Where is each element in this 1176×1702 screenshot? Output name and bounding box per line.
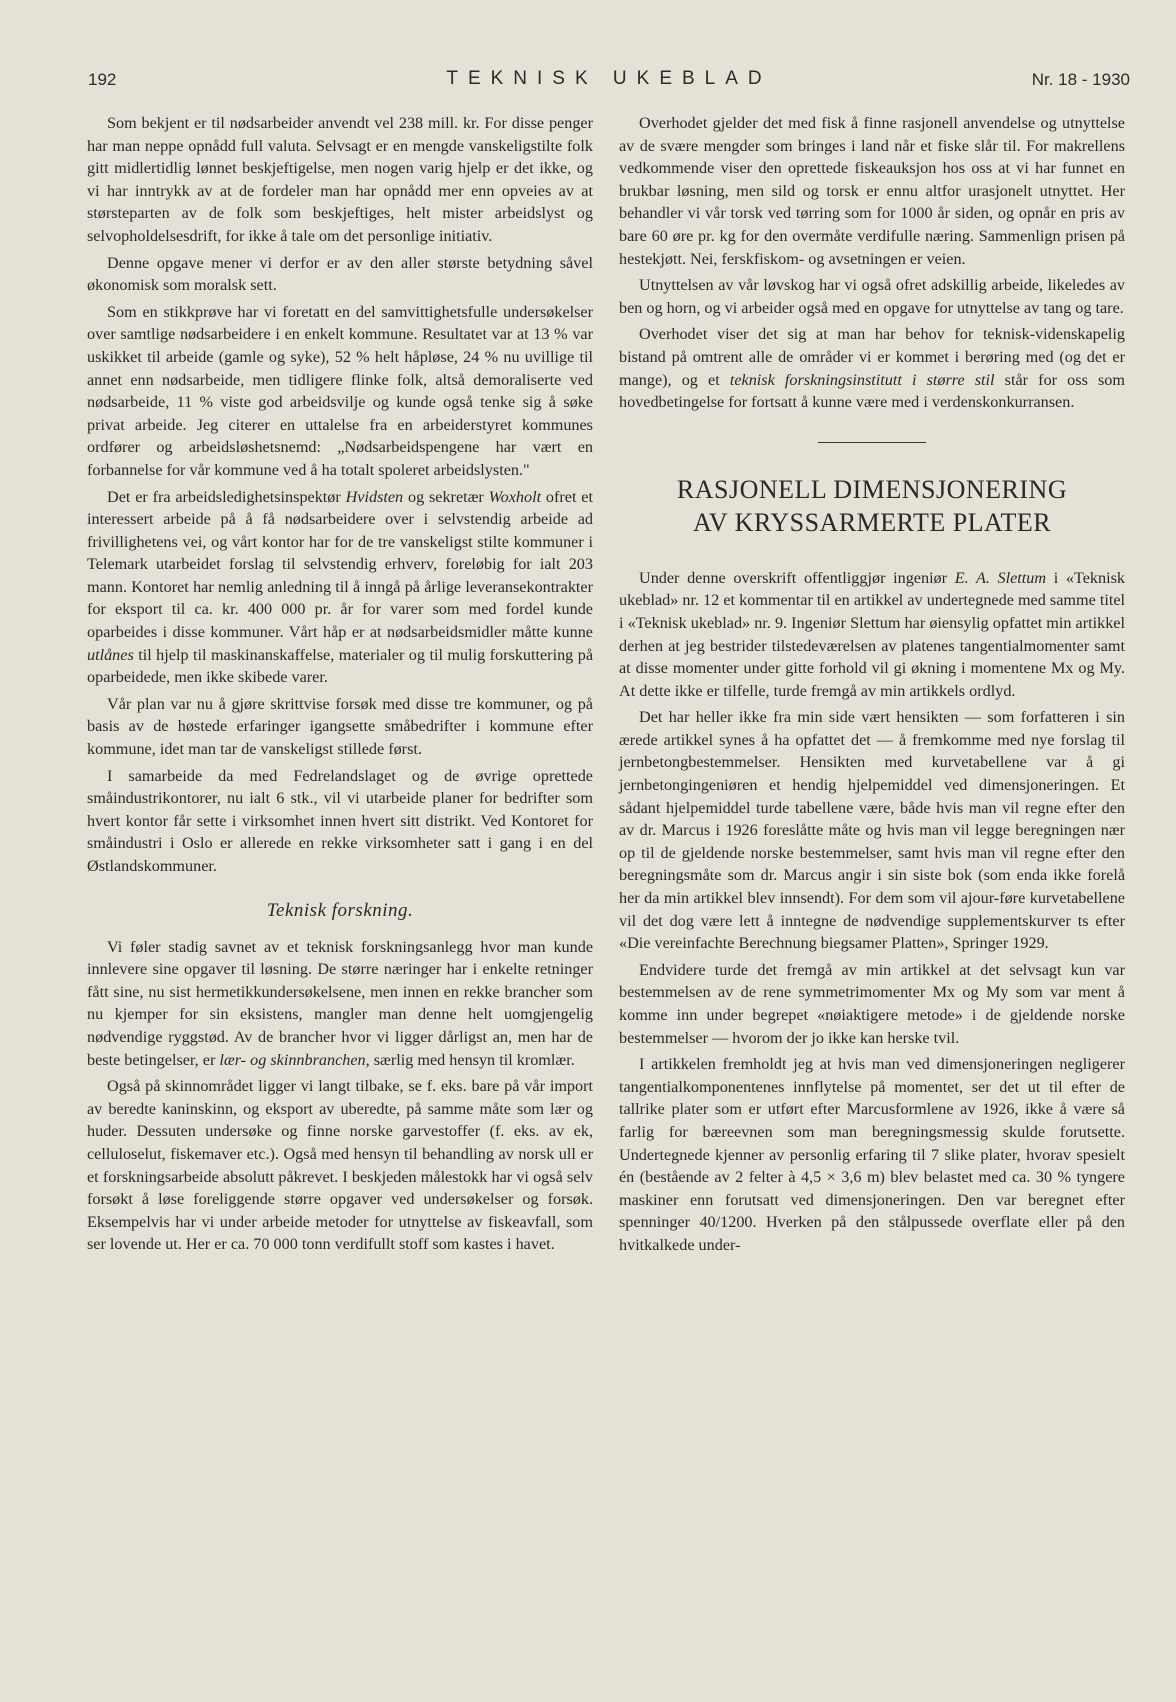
paragraph: Overhodet gjelder det med fisk å finne rasjonell anvendelse og utnyttelse av de svære mengder som bringes i land når et fiske slår til. For makrellens vedkommende viser den oprettede fiskeauksjon hos oss at vi har funnet en brukbar løsning, men sild og torsk er ennu altfor urasjonelt utnyttet. Her behandler vi vår torsk ved tørring som for 1000 år siden, og opnår en pris av bare 60 øre pr. kg for den overmåte verdifulle næring. Sammenlign prisen på hestekjøtt. Nei, ferskfiskom- og avsetningen er veien. [619,114,1125,268]
text-run: Det er fra arbeidsledighetsinspektør [107,487,346,506]
text-run: ofret et interessert arbeide på å få nødsarbeidere over i selvstendig arbeide ad frivillighetens vei, og vårt kontor har for de tre vanskeligst stilte kommuner i Telemark utarbeidet forslag til selvstendig erhverv, foreløbig for ialt 203 mann. Kontoret har nemlig anledning til å inngå på årlige leveransekontrakter for eksport til ca. kr. 400 000 pr. år for varer som med fordel kunde oparbeides i disse kommuner. Vårt håp er at nødsarbeidsmidler måtte kunne [87,487,593,642]
emphasis: teknisk forskningsinstitutt i større stil [729,370,995,389]
paragraph: Vår plan var nu å gjøre skrittvise forsøk med disse tre kommuner, og på basis av de høstede erfaringer igangsette småbedrifter i kommune efter kommune, idet man tar de vanskeligst stillede først. [87,694,593,759]
paragraph: I samarbeide da med Fedrelandslaget og de øvrige oprettede småindustrikontorer, nu ialt 6 stk., vil vi utarbeide planer for bedrifter som hvert kontor får sette i virksomhet innen hvert sitt distrikt. Ved Kontoret for småindustri i Oslo er allerede en rekke virksomheter satt i gang i en del Østlandskommuner. [87,766,593,875]
text-run: Under denne overskrift offentliggjør ingeniør [639,568,955,587]
paragraph [619,567,1125,703]
page-number: 192 [88,70,117,89]
emphasis: lær- og skinnbranchen [219,1050,366,1069]
running-header [88,66,1130,96]
left-column [87,112,593,1256]
text-run: og sekretær [403,487,489,506]
paragraph [87,936,593,1072]
text-run: i «Teknisk ukeblad» nr. 12 et kommentar til en artikkel av undertegnede med samme titel i «Teknisk ukeblad» nr. 9. Ingeniør Slettum har øiensylig opfattet min artikkel derhen at jeg bestrider tilstedeværelsen av platenes tangentialmomenter samt at disse momenter under gitte forhold vil gi økning i momentene Mx og My. At dette ikke er tilfelle, turde fremgå av min artikkels ordlyd. [619,568,1125,700]
emphasis: utlånes [87,645,134,664]
paragraph [87,486,593,689]
right-column [619,112,1125,1257]
text-run: til hjelp til maskinanskaffelse, materialer og til mulig forskuttering på oparbeidede, men ikke skibede varer. [87,645,593,687]
paragraph: I artikkelen fremholdt jeg at hvis man ved dimensjoneringen negligerer tangentialkomponentenes innflytelse på momentet, ser det ut til efter de tallrike plater som er utført efter Marcusformlene av 1926, ikke å være så farlig for bæreevnen som man beregningsmessig skulde forutsette. Undertegnede kjenner av personlig erfaring til 7 slike plater, hvorav spesielt én (bestående av 2 felter à 4,5 × 3,6 m) blev belastet med ca. 30 % tyngere maskiner enn forutsatt ved dimensjoneringen. Den var beregnet efter spenninger 40/1200. Hverken på den stålpussede overflate eller på den hvitkalkede under- [619,1055,1125,1254]
paragraph: Som bekjent er til nødsarbeider anvendt vel 238 mill. kr. For disse penger har man neppe opnådd full valuta. Selvsagt er en mengde vanskeligstilte folk gitt midlertidlig lønnet beskjeftigelse, men nogen varig hjelp er det ikke, og vi har inntrykk av at de fordeler man har opnådd mer enn opveies av at størsteparten av de folk som beskjeftiges, helt mister arbeidslyst og selvopholdelsesdrift, for ikke å tale om det personlige initiativ. [87,114,593,245]
person-name: Woxholt [488,487,542,506]
paragraph: Som en stikkprøve har vi foretatt en del samvittighetsfulle undersøkelser over samtlige nødsarbeidere i en enkelt kommune. Resultatet var at 13 % var uskikket til arbeide (gamle og syke), 52 % helt håpløse, 24 % nu uvillige til annet enn nødsarbeide, men tidligere flinke folk, altså demoraliserte ved nødsarbeide, 11 % viste god arbeidsvilje og kunde også tenke sig å søke privat arbeide. Jeg citerer en uttalelse fra en arbeiderstyret kommunes ordfører og arbeidsløshetsnemd: „Nødsarbeidspengene har vært en forbannelse for vår kommune ved å ha totalt spoleret arbeidslysten." [87,302,593,479]
paragraph: Endvidere turde det fremgå av min artikkel at det selvsagt kun var bestemmelsen av de rene symmetrimomenter Mx og My som var ment å komme inn under begrepet «nøiaktigere metode» i de gjeldende norske bestemmelser — hvorom der jo ikke kan herske tvil. [619,960,1125,1047]
issue-number: Nr. 18 - 1930 [1031,70,1130,89]
author-name: E. A. Slettum [954,568,1047,587]
section-divider [818,442,926,443]
paragraph: Også på skinnområdet ligger vi langt tilbake, se f. eks. bare på vår import av beredte kaninskinn, og eksport av uberedte, på samme måte som lær og huder. Dessuten undersøke og finne norske garvestoffer (f. eks. av ek, celluloselut, fiskemaver etc.). Også med hensyn til behandling av norsk ull er et forskningsarbeide absolutt påkrevet. I beskjeden målestokk har vi også selv forsøkt å løse foreliggende større opgaver ved undersøkelser og forsøk. Eksempelvis har vi under arbeide metoder for utnyttelse av fiskeavfall, som ser lovende ut. Her er ca. 70 000 tonn verdifullt stoff som kastes i havet. [87,1077,593,1254]
text-run: Overhodet viser det sig at man har behov for teknisk-videnskapelig bistand på omtrent alle de områder vi er kommet i berøring med (og det er mange), og et [619,325,1125,389]
article-title [619,473,1125,539]
text-run: står for oss som hovedbetingelse for fortsatt å kunne være med i verdenskonkurransen. [619,370,1125,412]
paragraph: Det har heller ikke fra min side vært hensikten — som forfatteren i sin ærede artikkel synes å ha opfattet det — å fremkomme med nye forslag til jernbetongbestemmelser. Hensikten med kurvetabellene var å gi jernbetongingeniøren et hendig hjelpemiddel ved dimensjoneringen. Et sådant hjelpemiddel turde tabellene være, både hvis man vil regne efter den av dr. Marcus i 1926 foreslåtte måte og hvis man vil legge beregningen nær op til de gjeldende norske bestemmelser, samt hvis man vil regne efter den beregningsmåte som dr. Marcus angir i sin siste bok (som enda ikke forelå her da min artikkel blev innsendt). For dem som vil ajour-føre kurvetabellene vil det dog være lett å inntegne de nødvendige supplementskurver ts efter «Die vereinfachte Berechnung biegsamer Platten», Springer 1929. [619,708,1125,953]
paragraph: Utnyttelsen av vår løvskog har vi også ofret adskillig arbeide, likeledes av ben og horn, og vi arbeider også med en opgave for utnyttelse av tang og tare. [619,276,1125,317]
section-subheading: Teknisk forskning. [266,899,414,921]
text-run: , særlig med hensyn til kromlær. [365,1050,575,1069]
paragraph: Denne opgave mener vi derfor er av den aller største betydning såvel økonomisk som moralsk sett. [87,253,593,295]
journal-title: TEKNISK UKEBLAD [446,68,772,89]
title-line: RASJONELL DIMENSJONERING [676,474,1068,504]
text-run: Vi føler stadig savnet av et teknisk forskningsanlegg hvor man kunde innlevere sine opgaver til løsning. De større næringer har i enkelte retninger fått sine, nu sist hermetikkundersøkelsene, men innen en rekke brancher som nu kjemper for sin eksistens, mangler man denne helt uomgjengelig nødvendige ryggstød. Av de brancher hvor vi ligger dårligst an, men har de beste betingelser, er [87,937,593,1069]
person-name: Hvidsten [345,487,404,506]
paragraph [619,323,1125,413]
title-line: AV KRYSSARMERTE PLATER [692,507,1052,537]
